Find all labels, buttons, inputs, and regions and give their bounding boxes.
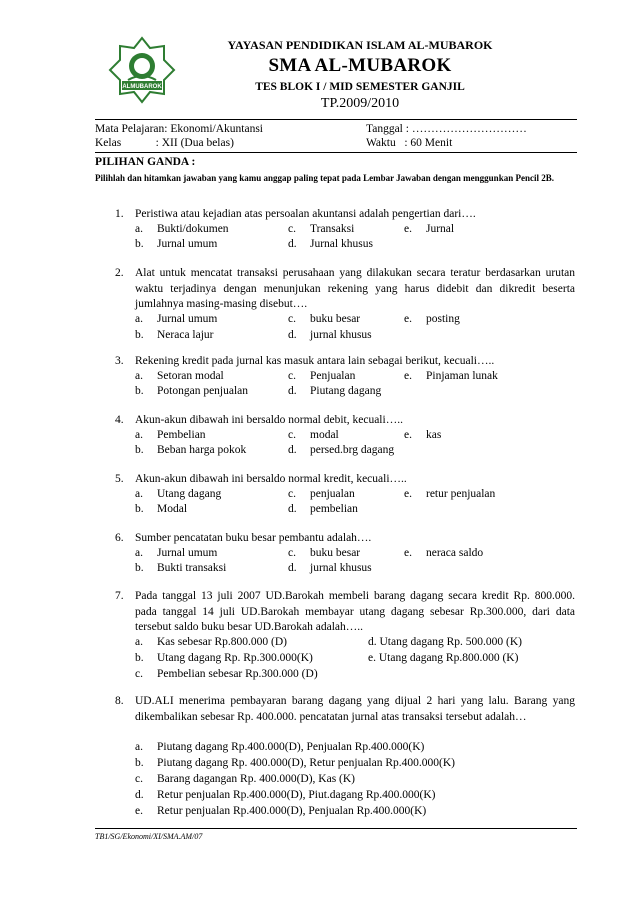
option-c: c. penjualan xyxy=(288,488,355,500)
exam-title: TES BLOK I / MID SEMESTER GANJIL xyxy=(255,81,465,93)
option-d: d. Piutang dagang xyxy=(288,385,382,397)
question-number: 1. xyxy=(115,208,124,220)
option-e: e. posting xyxy=(404,313,460,325)
question-number: 8. xyxy=(115,695,124,707)
logo-text: ALMUBAROK xyxy=(122,84,162,90)
option-b: b. Piutang dagang Rp. 400.000(D), Retur penjualan Rp.400.000(K) xyxy=(135,757,455,769)
option-d: d. pembelian xyxy=(288,503,358,515)
option-c: c. Transaksi xyxy=(288,223,355,235)
option-a: a. Pembelian xyxy=(135,429,206,441)
option-b: b. Potongan penjualan xyxy=(135,385,249,397)
option-c: c. Barang dagangan Rp. 400.000(D), Kas (K) xyxy=(135,773,356,785)
question-text: UD.ALI menerima pembayaran barang dagang yang dijual 2 hari yang lalu. Barang yang dikembalikan sebesar Rp. 400.000. pencatatan jurnal atas transaksi tersebut adalah… xyxy=(135,695,575,723)
date-label: Tanggal : ………………………… xyxy=(366,123,527,135)
question-number: 3. xyxy=(115,355,124,367)
class-label: Kelas : XII (Dua belas) xyxy=(95,137,234,149)
question-number: 5. xyxy=(115,473,124,485)
question-text: Alat untuk mencatat transaksi perusahaan yang dilakukan secara teratur berdasarkan urutan waktu terjadinya dengan menunjukan rekening yang harus didebit dan dikredit beserta jumlahnya masing-masing disebut…. xyxy=(135,267,575,311)
school-name: SMA AL-MUBAROK xyxy=(268,55,452,76)
question-number: 6. xyxy=(115,532,124,544)
footer-divider xyxy=(95,828,577,829)
option-d: d. Utang dagang Rp. 500.000 (K) xyxy=(368,636,522,648)
option-e: e. Retur penjualan Rp.400.000(D), Penjualan Rp.400.000(K) xyxy=(135,805,427,817)
option-c: c. buku besar xyxy=(288,547,361,559)
question-number: 4. xyxy=(115,414,124,426)
question-text: Akun-akun dibawah ini bersaldo normal kredit, kecuali….. xyxy=(135,473,407,485)
option-c: c. buku besar xyxy=(288,313,361,325)
footer-code: TB1/SG/Ekonomi/XI/SMA.AM/07 xyxy=(95,832,203,841)
section-instruction: Pilihlah dan hitamkan jawaban yang kamu anggap paling tepat pada Lembar Jawaban dengan menggunkan Pencil 2B. xyxy=(95,173,554,183)
time-label: Waktu : 60 Menit xyxy=(366,137,453,149)
question-number: 7. xyxy=(115,590,124,602)
option-c: c. Pembelian sebesar Rp.300.000 (D) xyxy=(135,668,318,680)
option-a: a. Jurnal umum xyxy=(135,313,218,325)
question-text: Rekening kredit pada jurnal kas masuk antara lain sebagai berikut, kecuali….. xyxy=(135,355,495,367)
option-b: b. Jurnal umum xyxy=(135,238,218,250)
option-a: a. Utang dagang xyxy=(135,488,222,500)
school-year: TP.2009/2010 xyxy=(320,96,400,111)
option-a: a. Bukti/dokumen xyxy=(135,223,229,235)
question-text: Pada tanggal 13 juli 2007 UD.Barokah membeli barang dagang secara kredit Rp. 800.000. pada tanggal 14 juli UD.Barokah membayar utang dagang sebesar Rp.300.000, dari data tersebut saldo buku besar UD.Barokah adalah….. xyxy=(135,590,575,634)
option-a: a. Setoran modal xyxy=(135,370,224,382)
header-divider xyxy=(95,119,577,120)
question-number: 2. xyxy=(115,267,124,279)
option-e: e. kas xyxy=(404,429,442,441)
subject-label: Mata Pelajaran: Ekonomi/Akuntansi xyxy=(95,123,263,135)
option-e: e. Jurnal xyxy=(404,223,455,235)
option-c: c. Penjualan xyxy=(288,370,356,382)
option-d: d. jurnal khusus xyxy=(288,562,372,574)
option-b: b. Modal xyxy=(135,503,188,515)
info-divider xyxy=(95,152,577,153)
option-b: b. Beban harga pokok xyxy=(135,444,247,456)
option-e: e. neraca saldo xyxy=(404,547,484,559)
option-b: b. Neraca lajur xyxy=(135,329,214,341)
option-e: e. Pinjaman lunak xyxy=(404,370,498,382)
section-title: PILIHAN GANDA : xyxy=(95,156,196,168)
option-c: c. modal xyxy=(288,429,339,441)
question-text: Akun-akun dibawah ini bersaldo normal debit, kecuali….. xyxy=(135,414,403,426)
option-a: a. Kas sebesar Rp.800.000 (D) xyxy=(135,636,287,648)
question-text: Sumber pencatatan buku besar pembantu adalah…. xyxy=(135,532,372,544)
option-a: a. Jurnal umum xyxy=(135,547,218,559)
option-d: d. Jurnal khusus xyxy=(288,238,373,250)
option-d: d. Retur penjualan Rp.400.000(D), Piut.dagang Rp.400.000(K) xyxy=(135,789,436,801)
option-d: d. jurnal khusus xyxy=(288,329,372,341)
option-b: b. Utang dagang Rp. Rp.300.000(K) xyxy=(135,652,313,664)
option-b: b. Bukti transaksi xyxy=(135,562,227,574)
option-a: a. Piutang dagang Rp.400.000(D), Penjualan Rp.400.000(K) xyxy=(135,741,425,753)
option-e: e. retur penjualan xyxy=(404,488,496,500)
option-d: d. persed.brg dagang xyxy=(288,444,395,456)
option-e: e. Utang dagang Rp.800.000 (K) xyxy=(368,652,519,664)
question-text: Peristiwa atau kejadian atas persoalan akuntansi adalah pengertian dari…. xyxy=(135,208,476,220)
foundation-name: YAYASAN PENDIDIKAN ISLAM AL-MUBAROK xyxy=(227,38,493,52)
